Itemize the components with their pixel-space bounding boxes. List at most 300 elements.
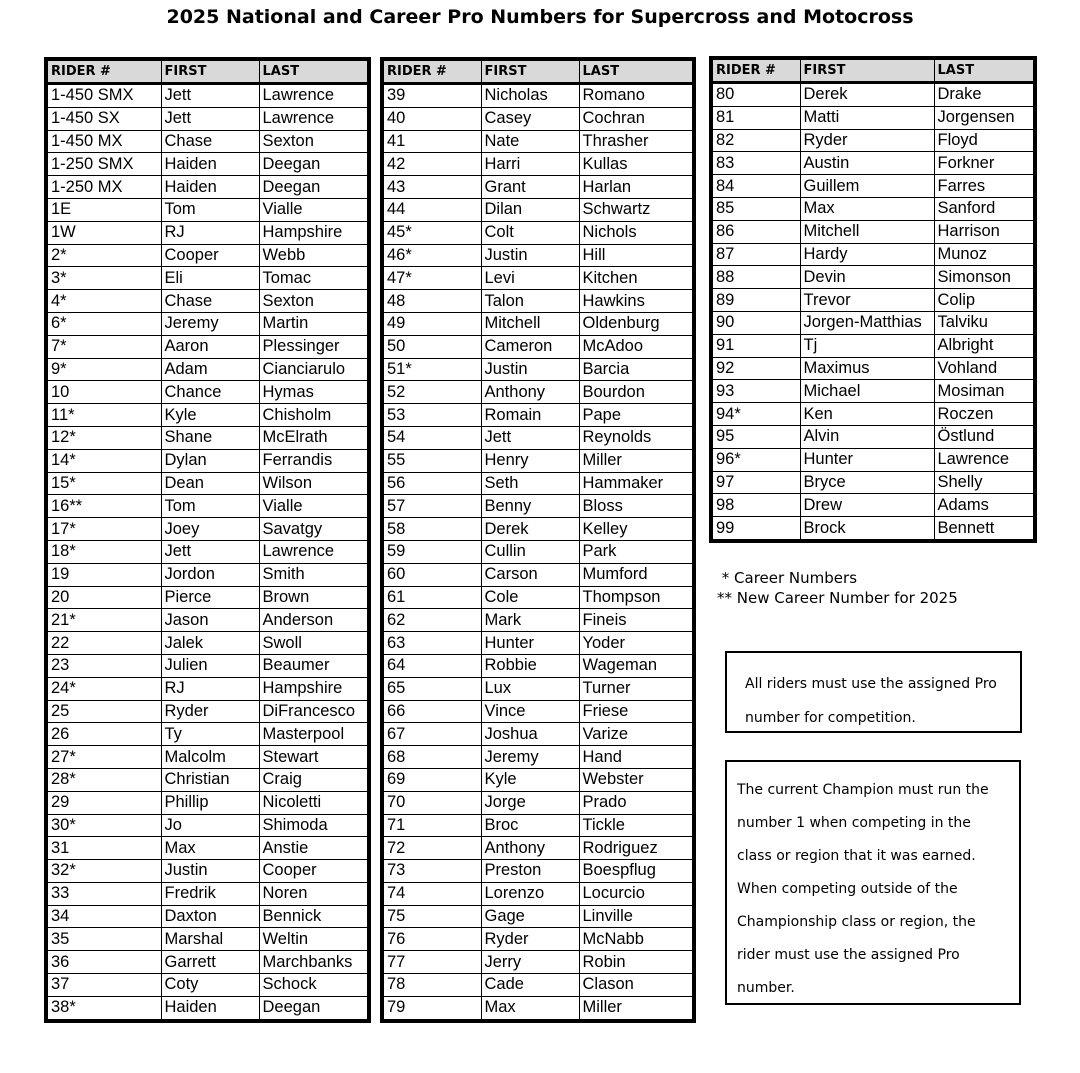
table-row (384, 974, 692, 997)
last-name-cell: DiFrancesco (259, 700, 367, 723)
last-name-cell: Cochran (579, 107, 692, 130)
table-row (384, 586, 692, 609)
last-name-cell: Sanford (934, 197, 1033, 220)
table-row (384, 198, 692, 221)
rider-number-cell: 1-450 SMX (51, 86, 134, 105)
rider-number-cell: 59 (384, 540, 481, 563)
table-row (48, 358, 367, 381)
last-name-cell: Bennick (259, 905, 367, 928)
last-name-cell: Mumford (579, 563, 692, 586)
table-row (713, 311, 1033, 334)
last-name-cell: Thompson (579, 586, 692, 609)
rider-number-cell: 78 (384, 974, 481, 997)
last-name-cell: Shimoda (259, 814, 367, 837)
last-name-cell: Webb (259, 244, 367, 267)
rider-number-cell: 93 (713, 380, 800, 403)
rider-number-cell: 69 (384, 768, 481, 791)
last-name-cell: Robin (579, 951, 692, 974)
first-name-cell: Tom (161, 198, 259, 221)
first-name-cell: Jalek (161, 632, 259, 655)
last-name-cell: Schock (259, 974, 367, 997)
first-name-cell: Bryce (800, 471, 934, 494)
first-name-cell: Derek (800, 83, 934, 107)
first-name-cell: Lux (481, 677, 579, 700)
table-row (384, 518, 692, 541)
first-name-cell: Christian (161, 768, 259, 791)
first-name-cell: Seth (481, 472, 579, 495)
first-name-cell: Haiden (161, 176, 259, 199)
note-champion: The current Champion must run the number 1 when competing in the class or region that it was earned. When competing outside of the Championship class or region, the rider must use the assigned Pro number. (725, 760, 1021, 1005)
rider-number-cell: 55 (384, 449, 481, 472)
rider-number-cell: 1-250 SMX (48, 153, 161, 176)
page-title: 2025 National and Career Pro Numbers for Supercross and Motocross (166, 6, 914, 28)
last-name-cell: Masterpool (259, 723, 367, 746)
last-name-cell: Fineis (579, 609, 692, 632)
last-name-cell: Jorgensen (934, 106, 1033, 129)
last-name-cell: Hampshire (259, 677, 367, 700)
rider-number-cell: 34 (48, 905, 161, 928)
table-row (384, 996, 692, 1018)
rider-number-cell: 47* (384, 267, 481, 290)
last-name-cell: Colip (934, 289, 1033, 312)
last-name-cell: Lawrence (259, 540, 367, 563)
first-name-cell: Justin (161, 860, 259, 883)
last-name-cell: Turner (579, 677, 692, 700)
table-row (384, 563, 692, 586)
last-name-cell: Ferrandis (259, 449, 367, 472)
last-name-cell: Nicoletti (259, 791, 367, 814)
table-row (48, 107, 367, 130)
last-name-cell: Vohland (934, 357, 1033, 380)
rider-number-cell: 25 (48, 700, 161, 723)
rider-number-cell: 30* (48, 814, 161, 837)
table-row (384, 244, 692, 267)
table-row (713, 197, 1033, 220)
last-name-cell: Wilson (259, 472, 367, 495)
rider-number-cell: 73 (384, 860, 481, 883)
last-name-cell: Boespflug (579, 860, 692, 883)
first-name-cell: Anthony (481, 381, 579, 404)
last-name-cell: Chisholm (259, 404, 367, 427)
first-name-cell: Benny (481, 495, 579, 518)
last-name-cell: Smith (259, 563, 367, 586)
last-name-cell: Varize (579, 723, 692, 746)
rider-number-cell: 77 (384, 951, 481, 974)
rider-number-cell: 24* (48, 677, 161, 700)
rider-number-cell: 72 (384, 837, 481, 860)
first-name-cell: Jo (161, 814, 259, 837)
last-name-cell: Hymas (259, 381, 367, 404)
first-name-cell: Grant (481, 176, 579, 199)
first-name-cell: Jerry (481, 951, 579, 974)
first-name-cell: Marshal (161, 928, 259, 951)
table-row (713, 380, 1033, 403)
last-name-cell: Thrasher (579, 130, 692, 153)
rider-number-cell: 32* (48, 860, 161, 883)
last-name-cell: Yoder (579, 632, 692, 655)
first-name-cell: Nicholas (481, 84, 579, 108)
first-name-cell: Talon (481, 290, 579, 313)
first-name-cell: Dylan (161, 449, 259, 472)
first-name-cell: Trevor (800, 289, 934, 312)
table-row (48, 677, 367, 700)
last-name-cell: Romano (579, 84, 692, 108)
last-name-cell: Rodriguez (579, 837, 692, 860)
first-name-cell: Haiden (161, 996, 259, 1018)
table-row (384, 404, 692, 427)
first-name-cell: Austin (800, 152, 934, 175)
last-name-cell: Anstie (259, 837, 367, 860)
table-row (713, 243, 1033, 266)
last-name-cell: Weltin (259, 928, 367, 951)
rider-number-cell: 88 (713, 266, 800, 289)
last-name-cell: Martin (259, 312, 367, 335)
last-name-cell: Wageman (579, 654, 692, 677)
table-row (48, 768, 367, 791)
rider-number-cell: 41 (384, 130, 481, 153)
last-name-cell: Barcia (579, 358, 692, 381)
rider-number-cell: 37 (48, 974, 161, 997)
last-name-cell: Cooper (259, 860, 367, 883)
table-row (48, 176, 367, 199)
table-row (713, 403, 1033, 426)
table-row (384, 746, 692, 769)
first-name-cell: Joey (161, 518, 259, 541)
first-name-cell: Joshua (481, 723, 579, 746)
last-name-cell: Östlund (934, 425, 1033, 448)
first-name-cell: Derek (481, 518, 579, 541)
table-row (384, 723, 692, 746)
rider-number-cell: 85 (713, 197, 800, 220)
rider-number-cell: 68 (384, 746, 481, 769)
table-row (48, 404, 367, 427)
table-row (48, 153, 367, 176)
first-name-cell: Jorgen-Matthias (800, 311, 934, 334)
rider-number-cell: 48 (384, 290, 481, 313)
first-name-cell: Levi (481, 267, 579, 290)
rider-number-cell: 46* (384, 244, 481, 267)
first-name-cell: Chase (161, 130, 259, 153)
rider-number-cell: 96* (713, 448, 800, 471)
rider-number-cell: 71 (384, 814, 481, 837)
first-name-cell: RJ (161, 221, 259, 244)
table-row (713, 83, 1033, 107)
table-row (713, 220, 1033, 243)
table-row (48, 746, 367, 769)
table-row (384, 84, 692, 108)
first-name-cell: Carson (481, 563, 579, 586)
first-name-cell: Matti (800, 106, 934, 129)
first-name-cell: Ty (161, 723, 259, 746)
legend-new-career: ** New Career Number for 2025 (717, 589, 958, 607)
first-name-cell: Garrett (161, 951, 259, 974)
last-name-cell: Kitchen (579, 267, 692, 290)
table-row (713, 129, 1033, 152)
last-name-cell: Hand (579, 746, 692, 769)
first-name-cell: Mitchell (800, 220, 934, 243)
rider-number-cell: 99 (713, 517, 800, 539)
first-name-cell: Dean (161, 472, 259, 495)
first-name-cell: Nate (481, 130, 579, 153)
first-name-cell: Ryder (161, 700, 259, 723)
last-name-cell: Talviku (934, 311, 1033, 334)
table-row (384, 677, 692, 700)
first-name-cell: Max (800, 197, 934, 220)
last-name-cell: Forkner (934, 152, 1033, 175)
rider-number-cell: 2* (48, 244, 161, 267)
rider-number-cell: 9* (48, 358, 161, 381)
first-name-cell: Gage (481, 905, 579, 928)
last-name-cell: Swoll (259, 632, 367, 655)
table-row (48, 586, 367, 609)
table-row (384, 358, 692, 381)
last-name-cell: Anderson (259, 609, 367, 632)
rider-number-cell: 56 (384, 472, 481, 495)
first-name-cell: Jett (481, 426, 579, 449)
rider-number-cell: 31 (48, 837, 161, 860)
first-name-cell: Jason (161, 609, 259, 632)
rider-number-cell: 87 (713, 243, 800, 266)
last-name-cell: Deegan (259, 153, 367, 176)
table-row (384, 130, 692, 153)
table-row (384, 654, 692, 677)
table-row (48, 426, 367, 449)
last-name-cell: Roczen (934, 403, 1033, 426)
last-name-cell: Hammaker (579, 472, 692, 495)
table-row (384, 221, 692, 244)
rider-number-cell: 35 (48, 928, 161, 951)
rider-number-cell: 12* (48, 426, 161, 449)
first-name-cell: Mitchell (481, 312, 579, 335)
legend-career: * Career Numbers (717, 569, 858, 587)
table-row (384, 290, 692, 313)
header-rider-number: RIDER # (48, 61, 161, 84)
table-row (384, 426, 692, 449)
rider-number-cell: 94* (713, 403, 800, 426)
rider-number-cell: 82 (713, 129, 800, 152)
table-row (48, 244, 367, 267)
rider-number-cell: 66 (384, 700, 481, 723)
rider-number-cell: 44 (384, 198, 481, 221)
rider-number-cell: 14* (48, 449, 161, 472)
first-name-cell: Kyle (161, 404, 259, 427)
last-name-cell: Savatgy (259, 518, 367, 541)
table-row (384, 153, 692, 176)
table-row (48, 518, 367, 541)
last-name-cell: Tomac (259, 267, 367, 290)
table-row (384, 107, 692, 130)
last-name-cell: Kullas (579, 153, 692, 176)
first-name-cell: Dilan (481, 198, 579, 221)
rider-table-3 (709, 56, 1037, 543)
last-name-cell: Locurcio (579, 882, 692, 905)
rider-number-cell: 75 (384, 905, 481, 928)
rider-number-cell: 27* (48, 746, 161, 769)
first-name-cell: Preston (481, 860, 579, 883)
rider-number-cell: 89 (713, 289, 800, 312)
header-last: LAST (259, 61, 367, 84)
rider-number-cell: 45* (384, 221, 481, 244)
table-row (384, 176, 692, 199)
rider-number-cell: 20 (48, 586, 161, 609)
first-name-cell: Daxton (161, 905, 259, 928)
last-name-cell: Shelly (934, 471, 1033, 494)
table-row (713, 425, 1033, 448)
rider-number-cell: 11* (48, 404, 161, 427)
first-name-cell: Malcolm (161, 746, 259, 769)
first-name-cell: Maximus (800, 357, 934, 380)
table-row (48, 84, 367, 108)
last-name-cell: McElrath (259, 426, 367, 449)
first-name-cell: Colt (481, 221, 579, 244)
last-name-cell: McNabb (579, 928, 692, 951)
table-row (48, 974, 367, 997)
last-name-cell: Floyd (934, 129, 1033, 152)
table-row (48, 654, 367, 677)
first-name-cell: Jordon (161, 563, 259, 586)
rider-number-cell: 29 (48, 791, 161, 814)
first-name-cell: Max (161, 837, 259, 860)
first-name-cell: Shane (161, 426, 259, 449)
table-row (384, 951, 692, 974)
rider-number-cell: 16** (48, 495, 161, 518)
table-row (713, 471, 1033, 494)
legend (717, 568, 958, 608)
table-row (48, 540, 367, 563)
last-name-cell: Schwartz (579, 198, 692, 221)
rider-number-cell: 23 (48, 654, 161, 677)
rider-number-cell: 98 (713, 494, 800, 517)
last-name-cell: Sexton (259, 290, 367, 313)
table-row (48, 221, 367, 244)
table-row (48, 563, 367, 586)
table-row (48, 312, 367, 335)
rider-number-cell: 39 (387, 86, 406, 105)
table-row (713, 448, 1033, 471)
rider-number-cell: 51* (384, 358, 481, 381)
first-name-cell: Robbie (481, 654, 579, 677)
table-row (384, 791, 692, 814)
table-row (48, 860, 367, 883)
table-row (713, 357, 1033, 380)
header-rider-number: RIDER # (384, 61, 481, 84)
first-name-cell: Chase (161, 290, 259, 313)
table-row (48, 267, 367, 290)
first-name-cell: Aaron (161, 335, 259, 358)
rider-number-cell: 1E (48, 198, 161, 221)
first-name-cell: Eli (161, 267, 259, 290)
first-name-cell: Cade (481, 974, 579, 997)
first-name-cell: Tj (800, 334, 934, 357)
last-name-cell: Linville (579, 905, 692, 928)
last-name-cell: Hampshire (259, 221, 367, 244)
rider-number-cell: 79 (384, 996, 481, 1018)
table-row (713, 494, 1033, 517)
table-row (384, 609, 692, 632)
last-name-cell: Marchbanks (259, 951, 367, 974)
first-name-cell: Ryder (481, 928, 579, 951)
rider-number-cell: 26 (48, 723, 161, 746)
table-row (48, 951, 367, 974)
first-name-cell: Harri (481, 153, 579, 176)
last-name-cell: Friese (579, 700, 692, 723)
first-name-cell: Cooper (161, 244, 259, 267)
first-name-cell: Max (481, 996, 579, 1018)
last-name-cell: Hawkins (579, 290, 692, 313)
last-name-cell: Pape (579, 404, 692, 427)
last-name-cell: Drake (934, 83, 1033, 107)
table-row (713, 334, 1033, 357)
first-name-cell: Mark (481, 609, 579, 632)
first-name-cell: Haiden (161, 153, 259, 176)
first-name-cell: Fredrik (161, 882, 259, 905)
table-row (48, 928, 367, 951)
last-name-cell: Kelley (579, 518, 692, 541)
first-name-cell: Julien (161, 654, 259, 677)
table-row (713, 106, 1033, 129)
first-name-cell: Kyle (481, 768, 579, 791)
rider-number-cell: 33 (48, 882, 161, 905)
rider-number-cell: 97 (713, 471, 800, 494)
first-name-cell: Drew (800, 494, 934, 517)
last-name-cell: Tickle (579, 814, 692, 837)
note-assigned-number: All riders must use the assigned Pro number for competition. (725, 651, 1022, 733)
rider-number-cell: 6* (48, 312, 161, 335)
header-first: FIRST (800, 60, 934, 83)
table-row (713, 266, 1033, 289)
rider-number-cell: 92 (713, 357, 800, 380)
last-name-cell: Reynolds (579, 426, 692, 449)
header-last: LAST (934, 60, 1033, 83)
last-name-cell: Farres (934, 175, 1033, 198)
table-row (384, 472, 692, 495)
table-row (384, 905, 692, 928)
first-name-cell: Coty (161, 974, 259, 997)
table-row (48, 814, 367, 837)
last-name-cell: Lawrence (259, 84, 367, 108)
first-name-cell: Jeremy (481, 746, 579, 769)
last-name-cell: Deegan (259, 996, 367, 1018)
first-name-cell: RJ (161, 677, 259, 700)
header-rider-number: RIDER # (713, 60, 800, 83)
rider-number-cell: 62 (384, 609, 481, 632)
first-name-cell: Brock (800, 517, 934, 539)
table-row (48, 381, 367, 404)
rider-number-cell: 80 (716, 85, 735, 104)
rider-number-cell: 7* (48, 335, 161, 358)
rider-number-cell: 61 (384, 586, 481, 609)
rider-number-cell: 84 (713, 175, 800, 198)
table-row (713, 517, 1033, 539)
table-row (384, 632, 692, 655)
first-name-cell: Michael (800, 380, 934, 403)
rider-number-cell: 50 (384, 335, 481, 358)
rider-number-cell: 10 (48, 381, 161, 404)
last-name-cell: Stewart (259, 746, 367, 769)
table-row (713, 175, 1033, 198)
first-name-cell: Vince (481, 700, 579, 723)
first-name-cell: Guillem (800, 175, 934, 198)
first-name-cell: Cullin (481, 540, 579, 563)
last-name-cell: Craig (259, 768, 367, 791)
first-name-cell: Anthony (481, 837, 579, 860)
table-row (48, 449, 367, 472)
rider-number-cell: 74 (384, 882, 481, 905)
first-name-cell: Ken (800, 403, 934, 426)
first-name-cell: Romain (481, 404, 579, 427)
last-name-cell: Sexton (259, 130, 367, 153)
table-row (48, 609, 367, 632)
